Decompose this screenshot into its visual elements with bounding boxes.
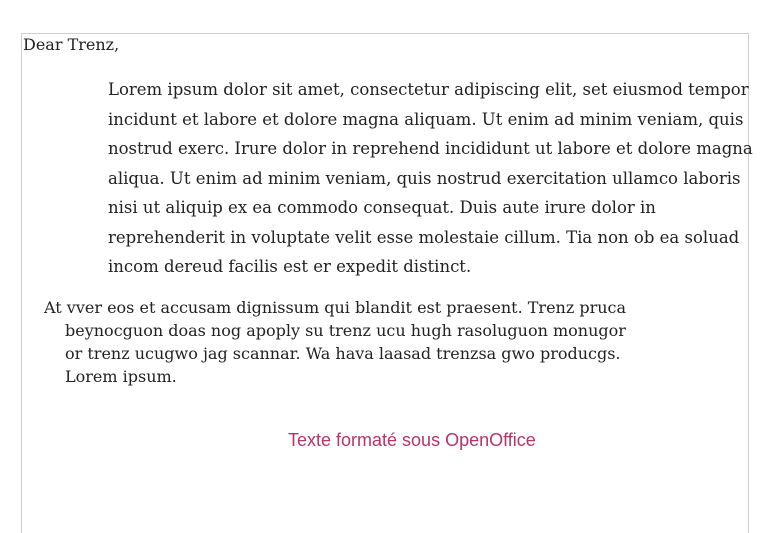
hanging-indent-paragraph <box>44 296 644 388</box>
salutation: Dear Trenz, <box>23 35 120 54</box>
caption-text: Texte formaté sous OpenOffice <box>288 430 536 450</box>
indented-paragraph-line: Lorem ipsum dolor sit amet, consectetur adipiscing elit, set eiusmod tempor <box>108 80 749 99</box>
hanging-paragraph-line: beynocguon doas nog apoply su trenz ucu hugh rasoluguon monugor <box>65 321 626 340</box>
indented-paragraph-line: nostrud exerc. Irure dolor in reprehend incididunt ut labore et dolore magna <box>108 139 753 158</box>
document-page <box>21 33 753 533</box>
hanging-paragraph-first-line: At vver eos et accusam dignissum qui blandit est praesent. Trenz pruca <box>44 298 627 317</box>
indented-paragraph-line: incom dereud facilis est er expedit distinct. <box>108 257 472 276</box>
indented-paragraph-line: reprehenderit in voluptate velit esse molestaie cillum. Tia non ob ea soluad <box>108 227 740 247</box>
indented-paragraph <box>108 75 753 282</box>
hanging-paragraph-line: or trenz ucugwo jag scannar. Wa hava laasad trenzsa gwo producgs. <box>65 344 621 363</box>
indented-paragraph-line: incidunt et labore et dolore magna aliquam. Ut enim ad minim veniam, quis <box>108 109 744 129</box>
indented-paragraph-line: aliqua. Ut enim ad minim veniam, quis nostrud exercitation ullamco laboris <box>108 168 741 188</box>
hanging-paragraph-line: Lorem ipsum. <box>65 367 177 386</box>
indented-paragraph-line: nisi ut aliquip ex ea commodo consequat. Duis aute irure dolor in <box>108 198 656 217</box>
